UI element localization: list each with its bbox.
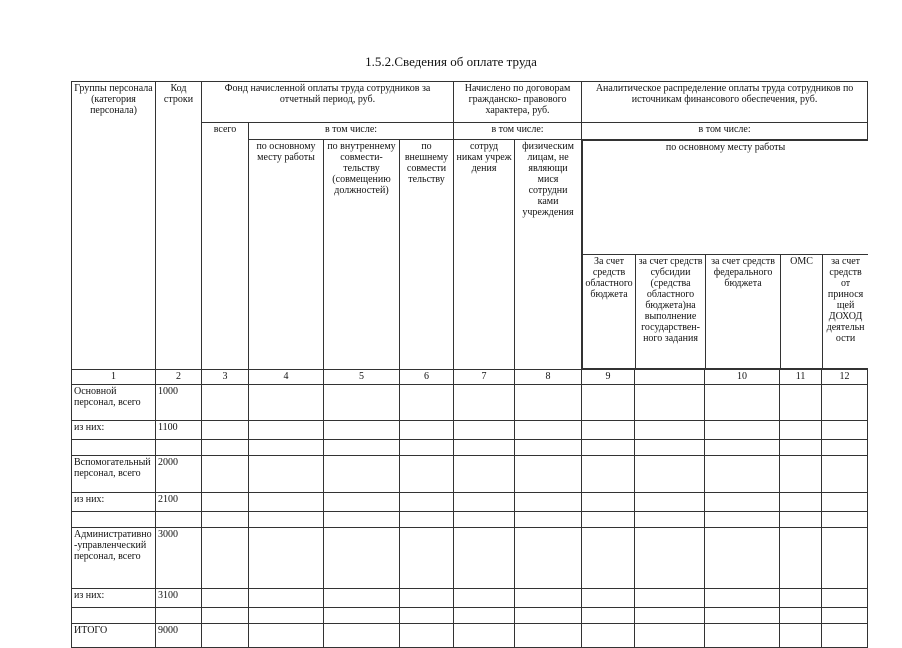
data-cell[interactable]: [249, 624, 324, 648]
empty-cell[interactable]: [324, 440, 400, 456]
data-cell[interactable]: [780, 385, 822, 421]
data-cell[interactable]: [582, 456, 635, 493]
spacer-row: [72, 512, 868, 528]
data-cell[interactable]: [454, 421, 515, 440]
header-main-place: по основному месту работы: [249, 140, 324, 370]
table-row: [72, 385, 868, 421]
data-cell[interactable]: [324, 589, 400, 608]
row-code: 1000: [156, 385, 202, 421]
empty-cell[interactable]: [705, 512, 780, 528]
col-num-11: 11: [780, 370, 822, 385]
empty-cell[interactable]: [249, 440, 324, 456]
data-cell[interactable]: [249, 528, 324, 589]
data-cell[interactable]: [202, 589, 249, 608]
empty-cell[interactable]: [822, 512, 868, 528]
data-cell[interactable]: [515, 421, 582, 440]
analytic-subgrid-cell: [582, 140, 868, 370]
empty-cell[interactable]: [705, 440, 780, 456]
header-subsidy: за счет средств субсидии (средства областного бюджета)на выполнение государствен-ного задания: [636, 255, 706, 369]
empty-cell[interactable]: [400, 440, 454, 456]
header-contracts: Начислено по договорам гражданско- правового характера, руб.: [454, 82, 582, 123]
empty-cell[interactable]: [515, 512, 582, 528]
col-num-2: 2: [156, 370, 202, 385]
data-cell[interactable]: [324, 624, 400, 648]
data-cell[interactable]: [705, 589, 780, 608]
empty-cell[interactable]: [635, 608, 705, 624]
data-cell[interactable]: [400, 528, 454, 589]
data-cell[interactable]: [705, 456, 780, 493]
col-num-9: 9: [582, 370, 635, 385]
header-contracts-incl: в том числе:: [454, 123, 582, 140]
header-regional: За счет средств областного бюджета: [583, 255, 636, 369]
row-code: 3000: [156, 528, 202, 589]
payroll-table: [71, 81, 868, 648]
row-code: 2000: [156, 456, 202, 493]
data-cell[interactable]: [515, 493, 582, 512]
col-num-10: 10: [705, 370, 780, 385]
header-internal: по внутреннему совмести-тельству (совмещению должностей): [324, 140, 400, 370]
data-cell[interactable]: [202, 493, 249, 512]
empty-cell[interactable]: [454, 608, 515, 624]
header-individuals: физическим лицам, не являющи мися сотрудни ками учреждения: [515, 140, 582, 370]
header-by-main: по основному месту работы: [583, 141, 868, 255]
data-cell[interactable]: [705, 421, 780, 440]
header-code: Код строки: [156, 82, 202, 370]
data-cell[interactable]: [635, 493, 705, 512]
analytic-subgrid: [582, 140, 868, 369]
data-rows: [72, 385, 868, 648]
data-cell[interactable]: [249, 493, 324, 512]
table-row: [72, 624, 868, 648]
row-code: 1100: [156, 421, 202, 440]
data-cell[interactable]: [705, 385, 780, 421]
data-cell[interactable]: [324, 385, 400, 421]
data-cell[interactable]: [822, 624, 868, 648]
row-label: Вспомогательный персонал, всего: [72, 456, 156, 493]
table-row: [72, 493, 868, 512]
data-cell[interactable]: [249, 589, 324, 608]
header-row-1: [72, 82, 868, 123]
empty-cell: [156, 512, 202, 528]
empty-cell[interactable]: [515, 440, 582, 456]
col-num-9-blank: [635, 370, 705, 385]
empty-cell[interactable]: [202, 512, 249, 528]
empty-cell[interactable]: [515, 608, 582, 624]
data-cell[interactable]: [515, 456, 582, 493]
empty-cell[interactable]: [705, 608, 780, 624]
header-staff: сотруд никам учреж дения: [454, 140, 515, 370]
data-cell[interactable]: [822, 456, 868, 493]
empty-cell[interactable]: [635, 512, 705, 528]
row-label: из них:: [72, 589, 156, 608]
empty-cell[interactable]: [400, 608, 454, 624]
col-num-5: 5: [324, 370, 400, 385]
empty-cell[interactable]: [582, 440, 635, 456]
empty-cell[interactable]: [454, 440, 515, 456]
empty-cell[interactable]: [202, 440, 249, 456]
data-cell[interactable]: [515, 589, 582, 608]
header-groups: Группы персонала (категория персонала): [72, 82, 156, 370]
data-cell[interactable]: [324, 528, 400, 589]
data-cell[interactable]: [249, 421, 324, 440]
header-analytic-incl: в том числе:: [582, 123, 868, 140]
table-row: [72, 456, 868, 493]
header-fund: Фонд начисленной оплаты труда сотрудников за отчетный период, руб.: [202, 82, 454, 123]
empty-cell[interactable]: [202, 608, 249, 624]
spacer-row: [72, 440, 868, 456]
data-cell[interactable]: [780, 589, 822, 608]
data-cell[interactable]: [400, 493, 454, 512]
data-cell[interactable]: [822, 589, 868, 608]
data-cell[interactable]: [822, 421, 868, 440]
data-cell[interactable]: [780, 624, 822, 648]
empty-cell[interactable]: [780, 608, 822, 624]
data-cell[interactable]: [454, 528, 515, 589]
data-cell[interactable]: [635, 624, 705, 648]
data-cell[interactable]: [582, 528, 635, 589]
section-title: 1.5.2.Сведения об оплате труда: [365, 54, 537, 69]
header-oms: ОМС: [781, 255, 823, 369]
data-cell[interactable]: [705, 493, 780, 512]
row-label: из них:: [72, 493, 156, 512]
data-cell[interactable]: [324, 493, 400, 512]
row-label: из них:: [72, 421, 156, 440]
data-cell[interactable]: [454, 589, 515, 608]
data-cell[interactable]: [454, 456, 515, 493]
data-cell[interactable]: [400, 624, 454, 648]
empty-cell: [156, 608, 202, 624]
empty-cell[interactable]: [400, 512, 454, 528]
data-cell[interactable]: [400, 385, 454, 421]
data-cell[interactable]: [635, 528, 705, 589]
data-cell[interactable]: [582, 493, 635, 512]
table-row: [72, 421, 868, 440]
data-cell[interactable]: [635, 385, 705, 421]
empty-cell[interactable]: [582, 608, 635, 624]
data-cell[interactable]: [582, 589, 635, 608]
data-cell[interactable]: [582, 624, 635, 648]
data-cell[interactable]: [202, 456, 249, 493]
empty-cell[interactable]: [780, 512, 822, 528]
empty-cell: [156, 440, 202, 456]
row-label: Административно-управленческий персонал, всего: [72, 528, 156, 589]
data-cell[interactable]: [515, 385, 582, 421]
empty-cell: [72, 608, 156, 624]
col-num-1: 1: [72, 370, 156, 385]
data-cell[interactable]: [780, 493, 822, 512]
data-cell[interactable]: [454, 624, 515, 648]
header-analytic: Аналитическое распределение оплаты труда сотрудников по источникам финансового обеспечения, руб.: [582, 82, 868, 123]
col-num-8: 8: [515, 370, 582, 385]
data-cell[interactable]: [400, 456, 454, 493]
data-cell[interactable]: [249, 385, 324, 421]
col-num-4: 4: [249, 370, 324, 385]
header-income: за счет средств от принося щей ДОХОД деятельн ости: [823, 255, 868, 369]
data-cell[interactable]: [705, 528, 780, 589]
column-number-row: [72, 370, 868, 385]
data-cell[interactable]: [400, 421, 454, 440]
data-cell[interactable]: [202, 385, 249, 421]
data-cell[interactable]: [249, 456, 324, 493]
col-num-6: 6: [400, 370, 454, 385]
table-row: [72, 528, 868, 589]
table-row: [72, 589, 868, 608]
empty-cell[interactable]: [822, 440, 868, 456]
data-cell[interactable]: [582, 421, 635, 440]
empty-cell[interactable]: [249, 512, 324, 528]
header-total: всего: [202, 123, 249, 370]
empty-cell: [72, 512, 156, 528]
spacer-row: [72, 608, 868, 624]
row-label: ИТОГО: [72, 624, 156, 648]
data-cell[interactable]: [635, 589, 705, 608]
data-cell[interactable]: [515, 624, 582, 648]
header-federal: за счет средств федерального бюджета: [706, 255, 781, 369]
data-cell[interactable]: [822, 528, 868, 589]
header-external: по внешнему совмести тельству: [400, 140, 454, 370]
col-num-3: 3: [202, 370, 249, 385]
row-label: Основной персонал, всего: [72, 385, 156, 421]
empty-cell[interactable]: [454, 512, 515, 528]
data-cell[interactable]: [202, 421, 249, 440]
data-cell[interactable]: [582, 385, 635, 421]
data-cell[interactable]: [202, 528, 249, 589]
data-cell[interactable]: [822, 493, 868, 512]
data-cell[interactable]: [635, 456, 705, 493]
data-cell[interactable]: [822, 385, 868, 421]
data-cell[interactable]: [635, 421, 705, 440]
row-code: 3100: [156, 589, 202, 608]
empty-cell[interactable]: [249, 608, 324, 624]
empty-cell[interactable]: [822, 608, 868, 624]
row-code: 2100: [156, 493, 202, 512]
row-code: 9000: [156, 624, 202, 648]
data-cell[interactable]: [454, 385, 515, 421]
data-cell[interactable]: [780, 456, 822, 493]
data-cell[interactable]: [324, 421, 400, 440]
data-cell[interactable]: [202, 624, 249, 648]
data-cell[interactable]: [515, 528, 582, 589]
data-cell[interactable]: [780, 528, 822, 589]
data-cell[interactable]: [454, 493, 515, 512]
empty-cell[interactable]: [582, 512, 635, 528]
header-fund-incl: в том числе:: [249, 123, 454, 140]
empty-cell[interactable]: [635, 440, 705, 456]
col-num-7: 7: [454, 370, 515, 385]
empty-cell[interactable]: [780, 440, 822, 456]
data-cell[interactable]: [324, 456, 400, 493]
data-cell[interactable]: [780, 421, 822, 440]
col-num-12: 12: [822, 370, 868, 385]
empty-cell[interactable]: [324, 608, 400, 624]
data-cell[interactable]: [705, 624, 780, 648]
data-cell[interactable]: [400, 589, 454, 608]
empty-cell[interactable]: [324, 512, 400, 528]
empty-cell: [72, 440, 156, 456]
